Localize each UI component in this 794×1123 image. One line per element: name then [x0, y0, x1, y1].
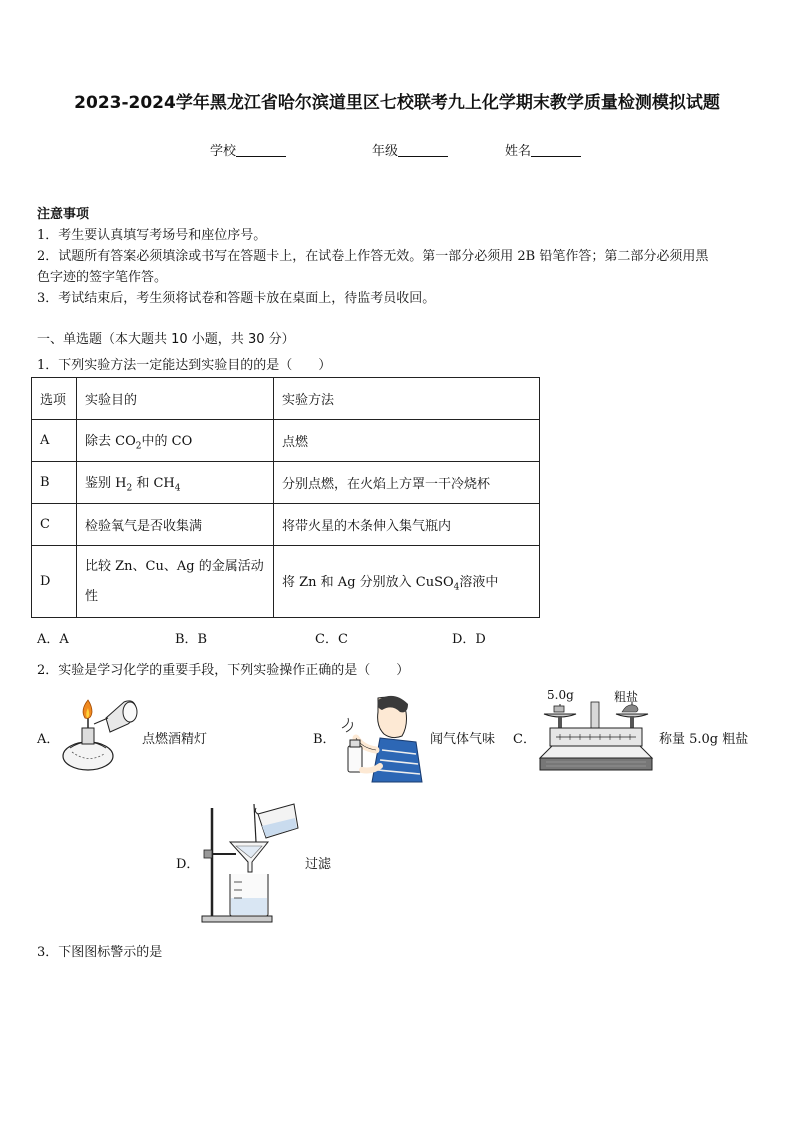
notice-heading: 注意事项 [37, 207, 90, 222]
school-blank [236, 143, 286, 157]
choice-d: D．D [452, 632, 486, 647]
table-cell: 将 Zn 和 Ag 分别放入 CuSO$_4$溶液中 [274, 546, 540, 618]
option-a-letter: A． [37, 732, 60, 747]
option-c-letter: C． [513, 732, 536, 747]
section-heading: 一、单选题（本大题共 10 小题，共 30 分） [37, 332, 295, 347]
weight-tag: 5.0g [547, 688, 574, 702]
notice-item: 1．考生要认真填写考场号和座位序号。 [37, 228, 267, 243]
name-label: 姓名 [505, 144, 532, 159]
alcohol-lamp-image [58, 688, 140, 776]
name-field [505, 140, 581, 159]
option-a-label: 点燃酒精灯 [142, 732, 208, 747]
table-cell: A [32, 420, 77, 462]
grade-label: 年级 [372, 144, 399, 159]
question-table [31, 377, 540, 618]
choice-c: C．C [315, 632, 348, 647]
option-b-label: 闻气体气味 [430, 732, 496, 747]
question-stem: 3．下图图标警示的是 [37, 945, 163, 960]
table-row [32, 546, 540, 618]
question-stem: 1．下列实验方法一定能达到实验目的的是（ ） [37, 358, 332, 373]
filtration-image [196, 798, 302, 924]
table-header-cell: 选项 [32, 378, 77, 420]
table-cell: D [32, 546, 77, 618]
table-cell: 分别点燃，在火焰上方罩一干冷烧杯 [274, 462, 540, 504]
table-cell: 检验氧气是否收集满 [77, 504, 274, 546]
table-cell: 点燃 [274, 420, 540, 462]
balance-scale-image [536, 700, 654, 776]
table-cell: C [32, 504, 77, 546]
question-stem: 2．实验是学习化学的重要手段，下列实验操作正确的是（ ） [37, 663, 410, 678]
grade-blank [398, 143, 448, 157]
choice-b: B．B [175, 632, 208, 647]
table-cell: 鉴别 $H_2$ 和 $CH_4$ [77, 462, 274, 504]
table-header-cell: 实验方法 [274, 378, 540, 420]
option-b-letter: B． [313, 732, 336, 747]
name-blank [531, 143, 581, 157]
table-header-row [32, 378, 540, 420]
salt-tag: 粗盐 [614, 690, 639, 704]
table-row [32, 504, 540, 546]
table-cell: 除去 $CO_2$中的 CO [77, 420, 274, 462]
smell-gas-image [336, 690, 426, 784]
option-d-letter: D． [176, 857, 200, 872]
table-header-cell: 实验目的 [77, 378, 274, 420]
page-title: 2023-2024学年黑龙江省哈尔滨道里区七校联考九上化学期末教学质量检测模拟试题 [74, 93, 720, 113]
option-d-label: 过滤 [305, 857, 332, 872]
table-row [32, 462, 540, 504]
notice-item: 2．试题所有答案必须填涂或书写在答题卡上，在试卷上作答无效。第一部分必须用 2B 铅笔作答；第二部分必须用黑 [37, 249, 709, 264]
school-field [210, 140, 286, 159]
grade-field [372, 140, 448, 159]
notice-item: 3．考试结束后，考生须将试卷和答题卡放在桌面上，待监考员收回。 [37, 291, 436, 306]
choice-a: A．A [37, 632, 69, 647]
notice-item: 色字迹的签字笔作答。 [37, 270, 168, 285]
table-cell: B [32, 462, 77, 504]
table-cell: 将带火星的木条伸入集气瓶内 [274, 504, 540, 546]
school-label: 学校 [210, 144, 237, 159]
table-cell: 比较 Zn、Cu、Ag 的金属活动 性 [77, 546, 274, 618]
option-c-label: 称量 5.0g 粗盐 [659, 732, 749, 747]
table-row [32, 420, 540, 462]
